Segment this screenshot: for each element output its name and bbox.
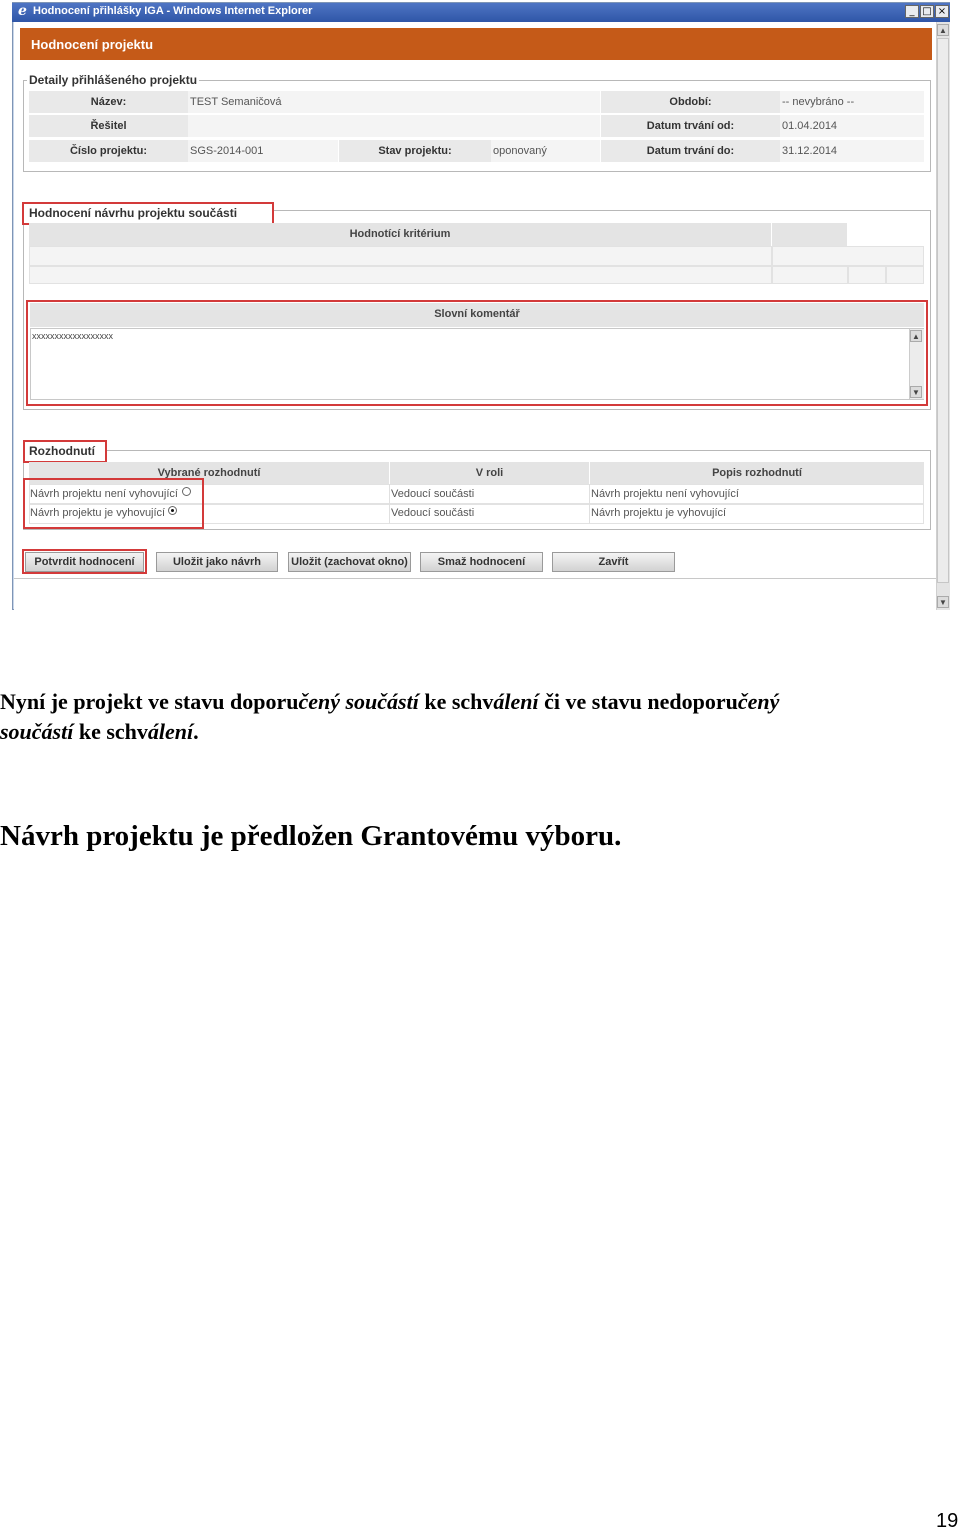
decision-description: Návrh projektu je vyhovující (591, 507, 727, 519)
p1-italic: čený součástí (298, 689, 419, 714)
column-divider (589, 484, 590, 524)
save-keep-window-button[interactable]: Uložit (zachovat okno) (288, 552, 411, 572)
delete-evaluation-button[interactable]: Smaž hodnocení (420, 552, 543, 572)
project-state-value: oponovaný (491, 140, 600, 162)
period-label: Období: (601, 91, 780, 113)
comment-scroll-down-icon[interactable]: ▼ (910, 386, 922, 398)
decision-role-header: V roli (390, 462, 589, 484)
maximize-button[interactable]: □ (920, 5, 934, 18)
p1-text: . (193, 719, 199, 744)
date-to-label: Datum trvání do: (601, 140, 780, 162)
criterion-row-cell (848, 266, 886, 284)
decision-choice-label: Návrh projektu není vyhovující (30, 488, 178, 500)
comment-textarea[interactable] (30, 328, 924, 400)
page-number: 19 (936, 1510, 959, 1532)
decision-legend: Rozhodnutí (23, 440, 107, 463)
decision-role: Vedoucí součásti (391, 488, 475, 500)
save-draft-button[interactable]: Uložit jako návrh (156, 552, 278, 572)
p1-text: Nyní je projekt ve stavu doporu (0, 689, 299, 714)
divider (14, 578, 936, 579)
p1-text: ke schv (73, 719, 148, 744)
p1-text: ke schv (418, 689, 494, 714)
decision-description: Návrh projektu není vyhovující (591, 488, 739, 500)
period-value: -- nevybráno -- (780, 91, 924, 113)
confirm-evaluation-button[interactable]: Potvrdit hodnocení (25, 552, 144, 572)
project-number-label: Číslo projektu: (29, 140, 188, 162)
scroll-up-arrow-icon[interactable]: ▲ (937, 24, 949, 36)
solver-label: Řešitel (29, 115, 188, 137)
decision-radio-not-suitable[interactable] (182, 487, 191, 496)
name-value: TEST Semaničová (188, 91, 600, 113)
decision-choice-header: Vybrané rozhodnutí (29, 462, 389, 484)
project-state-label: Stav projektu: (339, 140, 491, 162)
p1-italic: čený (737, 689, 780, 714)
minimize-button[interactable]: _ (905, 5, 919, 18)
details-legend: Detaily přihlášeného projektu (29, 73, 198, 87)
criterion-row-cell (772, 266, 848, 284)
criterion-row (29, 246, 772, 266)
scroll-thumb[interactable] (937, 38, 949, 583)
close-button[interactable]: Zavřít (552, 552, 675, 572)
window-title: Hodnocení přihlášky IGA - Windows Internet Explorer (33, 5, 313, 17)
date-from-value: 01.04.2014 (780, 115, 924, 137)
comment-scroll-up-icon[interactable]: ▲ (910, 330, 922, 342)
p1-italic: álení (493, 689, 539, 714)
submission-paragraph: Návrh projektu je předložen Grantovému výboru. (0, 820, 622, 852)
evaluation-legend: Hodnocení návrhu projektu součásti (22, 202, 274, 225)
column-divider (389, 484, 390, 524)
comment-header: Slovní komentář (30, 303, 924, 327)
decision-description-header: Popis rozhodnutí (590, 462, 924, 484)
criterion-row-cell (886, 266, 924, 284)
criterion-header: Hodnotící kritérium (29, 223, 771, 246)
scroll-down-arrow-icon[interactable]: ▼ (937, 596, 949, 608)
decision-radio-suitable[interactable] (168, 506, 177, 515)
date-from-label: Datum trvání od: (601, 115, 780, 137)
criterion-row-score (772, 246, 924, 266)
date-to-value: 31.12.2014 (780, 140, 924, 162)
page-title: Hodnocení projektu (31, 37, 154, 52)
criterion-score-header (772, 223, 847, 246)
name-label: Název: (29, 91, 188, 113)
page-header-bar (20, 28, 932, 60)
close-window-button[interactable]: × (935, 5, 949, 18)
decision-choice-highlight (23, 478, 204, 529)
decision-role: Vedoucí součásti (391, 507, 475, 519)
p1-text: či ve stavu nedoporu (538, 689, 738, 714)
solver-value (188, 115, 600, 137)
criterion-row (29, 266, 772, 284)
decision-choice-label: Návrh projektu je vyhovující (30, 507, 166, 519)
p1-italic: součástí (0, 719, 74, 744)
status-paragraph (0, 687, 779, 747)
project-number-value: SGS-2014-001 (188, 140, 338, 162)
p1-italic: álení (147, 719, 194, 744)
comment-text: xxxxxxxxxxxxxxxxxx (32, 331, 113, 341)
internet-explorer-icon: e (18, 3, 27, 19)
